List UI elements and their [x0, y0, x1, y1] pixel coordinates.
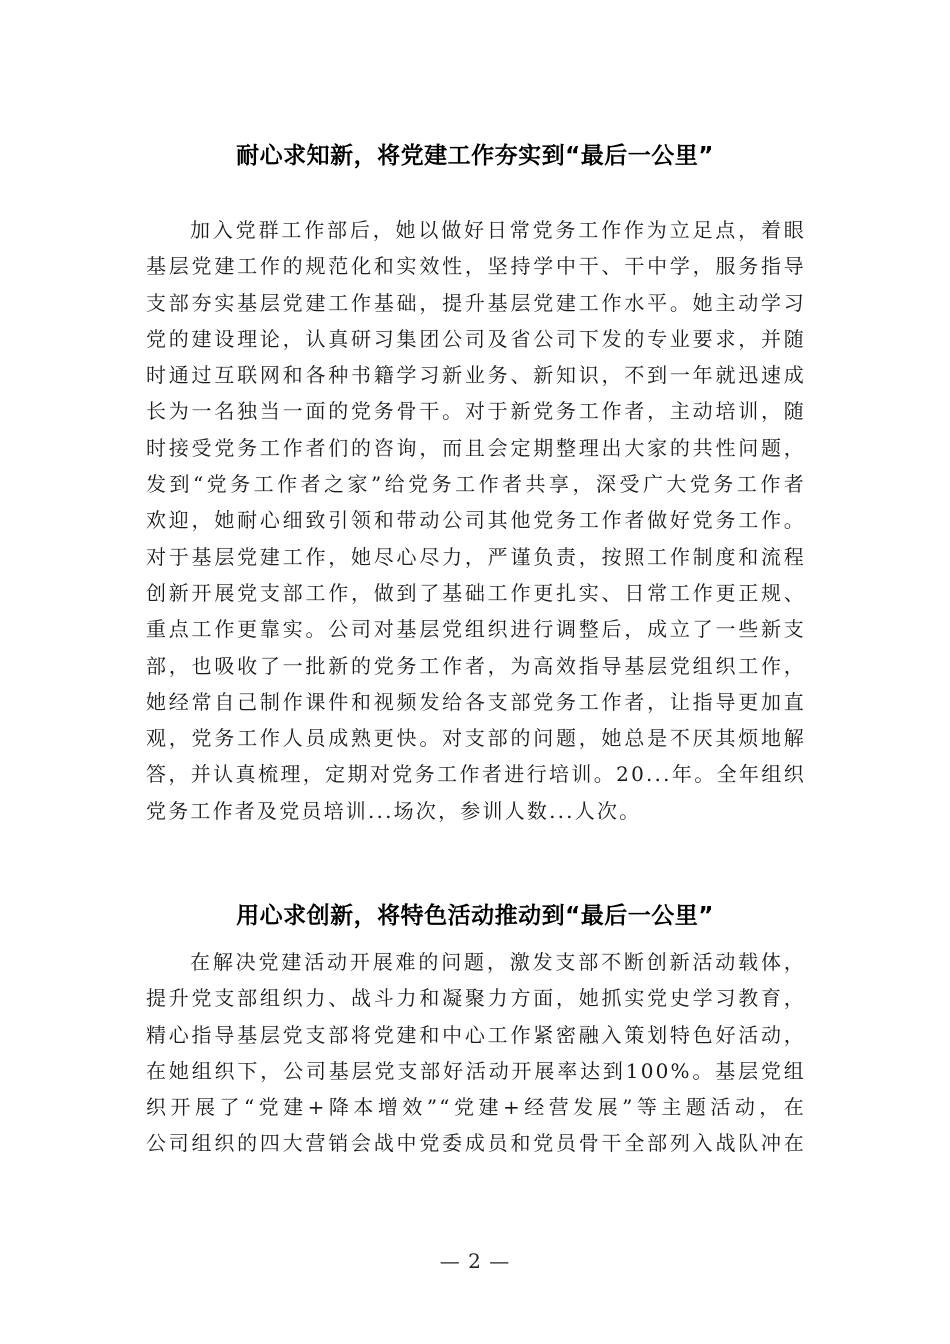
- paragraph-line: 时通过互联网和各种书籍学习新业务、新知识，不到一年就迅速成: [146, 363, 806, 388]
- paragraph-line: 提升党支部组织力、战斗力和凝聚力方面，她抓实党史学习教育，: [146, 986, 806, 1011]
- paragraph-line: 创新开展党支部工作，做到了基础工作更扎实、日常工作更正规、: [146, 580, 806, 605]
- paragraph-line: 部，也吸收了一批新的党务工作者，为高效指导基层党组织工作，: [146, 653, 806, 678]
- page-number: — 2 —: [439, 1249, 511, 1273]
- section-2-paragraph: [146, 944, 806, 1162]
- section-heading-1: 耐心求知新，将党建工作夯实到“最后一公里”: [236, 143, 714, 169]
- paragraph-line: 答，并认真梳理，定期对党务工作者进行培训。20...年。全年组织: [146, 762, 806, 787]
- paragraph-line: 公司组织的四大营销会战中党委成员和党员骨干全部列入战队冲在: [146, 1131, 806, 1156]
- paragraph-line: 欢迎，她耐心细致引领和带动公司其他党务工作者做好党务工作。: [146, 508, 806, 533]
- section-heading-2: 用心求创新，将特色活动推动到“最后一公里”: [236, 903, 714, 929]
- paragraph-line: 在她组织下，公司基层党支部好活动开展率达到100%。基层党组: [146, 1058, 806, 1083]
- paragraph-line: 加入党群工作部后，她以做好日常党务工作作为立足点，着眼: [190, 218, 806, 242]
- paragraph-line: 发到“党务工作者之家”给党务工作者共享，深受广大党务工作者: [146, 472, 806, 497]
- paragraph-line: 支部夯实基层党建工作基础，提升基层党建工作水平。她主动学习: [146, 290, 806, 315]
- paragraph-line: 精心指导基层党支部将党建和中心工作紧密融入策划特色好活动，: [146, 1022, 806, 1047]
- paragraph-line: 重点工作更靠实。公司对基层党组织进行调整后，成立了一些新支: [146, 617, 806, 642]
- paragraph-line: 织开展了“党建+降本增效”“党建+经营发展”等主题活动，在: [146, 1095, 806, 1120]
- paragraph-line: 长为一名独当一面的党务骨干。对于新党务工作者，主动培训，随: [146, 399, 806, 424]
- section-1-paragraph: [146, 212, 806, 829]
- paragraph-line: 党的建设理论，认真研习集团公司及省公司下发的专业要求，并随: [146, 326, 806, 351]
- paragraph-line: 她经常自己制作课件和视频发给各支部党务工作者，让指导更加直: [146, 689, 806, 714]
- paragraph-line: 在解决党建活动开展难的问题，激发支部不断创新活动载体，: [190, 950, 806, 974]
- paragraph-line: 观，党务工作人员成熟更快。对支部的问题，她总是不厌其烦地解: [146, 726, 806, 751]
- paragraph-line: 基层党建工作的规范化和实效性，坚持学中干、干中学，服务指导: [146, 254, 806, 279]
- paragraph-line: 党务工作者及党员培训...场次，参训人数...人次。: [146, 798, 642, 823]
- paragraph-line: 对于基层党建工作，她尽心尽力，严谨负责，按照工作制度和流程: [146, 544, 806, 569]
- paragraph-line: 时接受党务工作者们的咨询，而且会定期整理出大家的共性问题，: [146, 435, 806, 460]
